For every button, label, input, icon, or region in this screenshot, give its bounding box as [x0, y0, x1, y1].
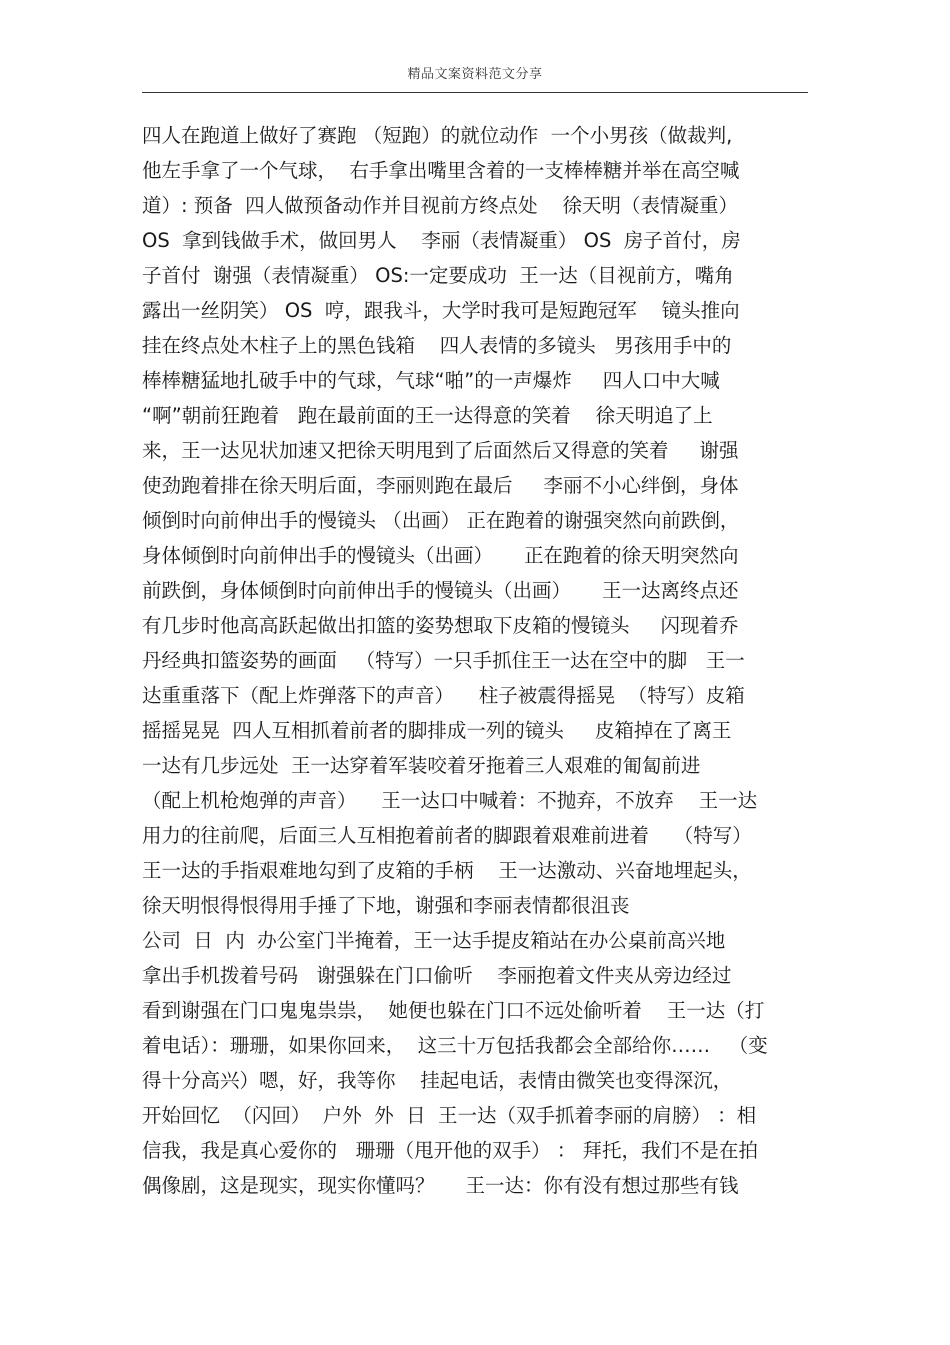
text-line: 着电话）：珊珊，如果你回来， 这三十万包括我都会全部给你…… （变: [142, 1034, 768, 1057]
text-line: 露出一丝阴笑） OS 哼，跟我斗，大学时我可是短跑冠军 镜头推向: [142, 299, 740, 322]
text-line: 挂在终点处木柱子上的黑色钱箱 四人表情的多镜头 男孩用手中的: [142, 334, 732, 357]
text-line: （配上机枪炮弹的声音） 王一达口中喊着：不抛弃，不放弃 王一达: [142, 789, 758, 812]
text-line: 用力的往前爬，后面三人互相抱着前者的脚跟着艰难前进着 （特写）: [142, 824, 752, 847]
page-header: [142, 62, 808, 93]
text-line: 倾倒时向前伸出手的慢镜头 （出画） 正在跑着的谢强突然向前跌倒，: [142, 509, 740, 532]
text-line: 开始回忆 （闪回） 户外 外 日 王一达（双手抓着李丽的肩膀） ：相: [142, 1104, 757, 1127]
text-line: 来，王一达见状加速又把徐天明甩到了后面然后又得意的笑着 谢强: [142, 439, 739, 462]
text-line: 信我，我是真心爱你的 珊珊（甩开他的双手） ： 拜托，我们不是在拍: [142, 1139, 758, 1162]
text-line: 王一达的手指艰难地勾到了皮箱的手柄 王一达激动、兴奋地埋起头，: [142, 859, 752, 882]
text-line: 公司 日 内 办公室门半掩着，王一达手提皮箱站在办公桌前高兴地: [142, 929, 726, 952]
text-line: 道）: 预备 四人做预备动作并目视前方终点处 徐天明（表情凝重）: [142, 194, 738, 217]
text-line: 徐天明恨得恨得用手捶了下地，谢强和李丽表情都很沮丧: [142, 894, 630, 917]
text-line: 一达有几步远处 王一达穿着军装咬着牙拖着三人艰难的匍匐前进: [142, 754, 701, 777]
text-line: 子首付 谢强（表情凝重） OS:一定要成功 王一达（目视前方，嘴角: [142, 264, 734, 287]
text-line: “啊”朝前狂跑着 跑在最前面的王一达得意的笑着 徐天明追了上: [142, 404, 713, 427]
text-line: 看到谢强在门口鬼鬼祟祟， 她便也躲在门口不远处偷听着 王一达（打: [142, 999, 765, 1022]
text-line: OS 拿到钱做手术，做回男人 李丽（表情凝重） OS 房子首付，房: [142, 229, 741, 252]
text-line: 四人在跑道上做好了赛跑 （短跑）的就位动作 一个小男孩（做裁判,: [142, 124, 733, 147]
text-line: 丹经典扣篮姿势的画面 （特写）一只手抓住王一达在空中的脚 王一: [142, 649, 745, 672]
text-line: 摇摇晃晃 四人互相抓着前者的脚排成一列的镜头 皮箱掉在了离王: [142, 719, 732, 742]
text-line: 有几步时他高高跃起做出扣篮的姿势想取下皮箱的慢镜头 闪现着乔: [142, 614, 739, 637]
header-title: 精品文案资料范文分享: [407, 67, 543, 82]
text-line: 他左手拿了一个气球， 右手拿出嘴里含着的一支棒棒糖并举在高空喊: [142, 159, 740, 182]
text-line: 达重重落下（配上炸弹落下的声音） 柱子被震得摇晃 （特写）皮箱: [142, 684, 745, 707]
text-line: 前跌倒，身体倾倒时向前伸出手的慢镜头（出画） 王一达离终点还: [142, 579, 739, 602]
text-line: 身体倾倒时向前伸出手的慢镜头（出画） 正在跑着的徐天明突然向: [142, 544, 739, 567]
text-line: 使劲跑着排在徐天明后面，李丽则跑在最后 李丽不小心绊倒，身体: [142, 474, 739, 497]
text-line: 偶像剧，这是现实，现实你懂吗？ 王一达：你有没有想过那些有钱: [142, 1174, 739, 1197]
text-line: 拿出手机拨着号码 谢强躲在门口偷听 李丽抱着文件夹从旁边经过: [142, 964, 732, 987]
text-line: 棒棒糖猛地扎破手中的气球，气球“啪”的一声爆炸 四人口中大喊: [142, 369, 720, 392]
document-body: [142, 118, 822, 1203]
text-line: 得十分高兴）嗯，好，我等你 挂起电话，表情由微笑也变得深沉，: [142, 1069, 733, 1092]
